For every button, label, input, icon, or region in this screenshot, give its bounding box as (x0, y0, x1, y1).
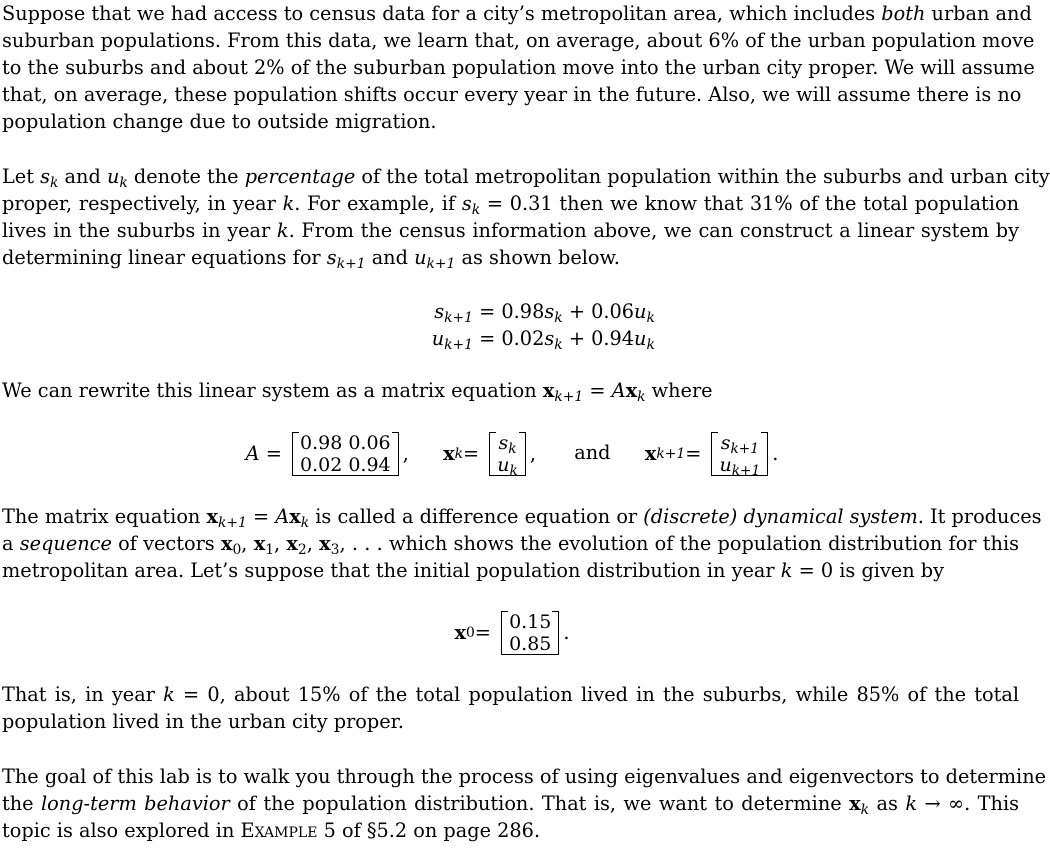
paragraph-initial (2, 681, 1019, 735)
vector-xk: $s_k$ $u_k$ (489, 432, 526, 476)
paragraph-matrix-form (2, 377, 1019, 404)
text-line: Suppose that we had access to census data for a city’s metropolitan area, which includes both urban and (2, 2, 1032, 25)
text-line: proper, respectively, in year k. For example, if $s_k = 0.31$ then we know that 31% of the total population (2, 192, 1019, 219)
text-line: Let $s_k$ and $u_k$ denote the percentage of the total metropolitan population within the suburbs and urban city (2, 165, 1050, 192)
text-line: metropolitan area. Let’s suppose that the initial population distribution in year k = 0 is given by (2, 559, 945, 582)
text-line: That is, in year k = 0, about 15% of the total population lived in the suburbs, while 85% of the total (2, 683, 1019, 706)
matrix-A: 0.98 0.06 0.02 0.94 (292, 432, 399, 476)
vector-xk1-def: x k+1 = $s_{k+1}$ $u_{k+1}$ . (644, 432, 779, 480)
text-line: the long-term behavior of the population distribution. That is, we want to determine $x_k$ as k → ∞. This (2, 792, 1019, 819)
paragraph-intro (2, 0, 1035, 135)
vector-xk-def: x k = $s_k$ $u_k$ , (443, 432, 536, 480)
text-line: that, on average, these population shifts occur every year in the future. Also, we will assume there is no (2, 83, 1022, 106)
text-line: The goal of this lab is to walk you through the process of using eigenvalues and eigenvectors to determine (2, 765, 1047, 788)
paragraph-dynamical-system (2, 503, 1042, 584)
vector-x0: 0.15 0.85 (501, 611, 559, 655)
vector-xk1: $s_{k+1}$ $u_{k+1}$ (711, 432, 768, 476)
text-line: topic is also explored in Example 5 of §5.2 on page 286. (2, 819, 541, 842)
text-line: determining linear equations for $s_{k+1}$ and $u_{k+1}$ as shown below. (2, 246, 620, 273)
text-line: population change due to outside migration. (2, 110, 437, 133)
text-line: lives in the suburbs in year k. From the census information above, we can construct a linear system by (2, 219, 1019, 242)
matrix-definitions (0, 424, 1024, 482)
linear-equations (395, 298, 655, 352)
equation-suburbs: $s_{k+1} = 0.98s_k + 0.06u_k$ (434, 300, 655, 327)
and-word: and (574, 441, 611, 464)
text-line: We can rewrite this linear system as a matrix equation $x_{k+1} = Ax_k$ where (2, 379, 713, 406)
text-line: The matrix equation $x_{k+1} = Ax_k$ is called a difference equation or (discrete) dynamical system. It produces (2, 505, 1042, 532)
text-line: to the suburbs and about 2% of the suburban population move into the urban city proper. We will assume (2, 56, 1035, 79)
paragraph-goal (2, 763, 1047, 844)
text-line: suburban populations. From this data, we learn that, on average, about 6% of the urban population move (2, 29, 1035, 52)
text-line: population lived in the urban city proper. (2, 710, 404, 733)
paragraph-definitions (2, 163, 1050, 273)
text-line: a sequence of vectors $x_0$, $x_1$, $x_2$, $x_3$, . . . which shows the evolution of the population distribution for this (2, 532, 1020, 559)
matrix-A-def: A = 0.98 0.06 0.02 0.94 , (245, 432, 409, 476)
equation-urban: $u_{k+1} = 0.02s_k + 0.94u_k$ (431, 327, 655, 354)
initial-vector: x 0 = 0.15 0.85 . (454, 611, 570, 655)
